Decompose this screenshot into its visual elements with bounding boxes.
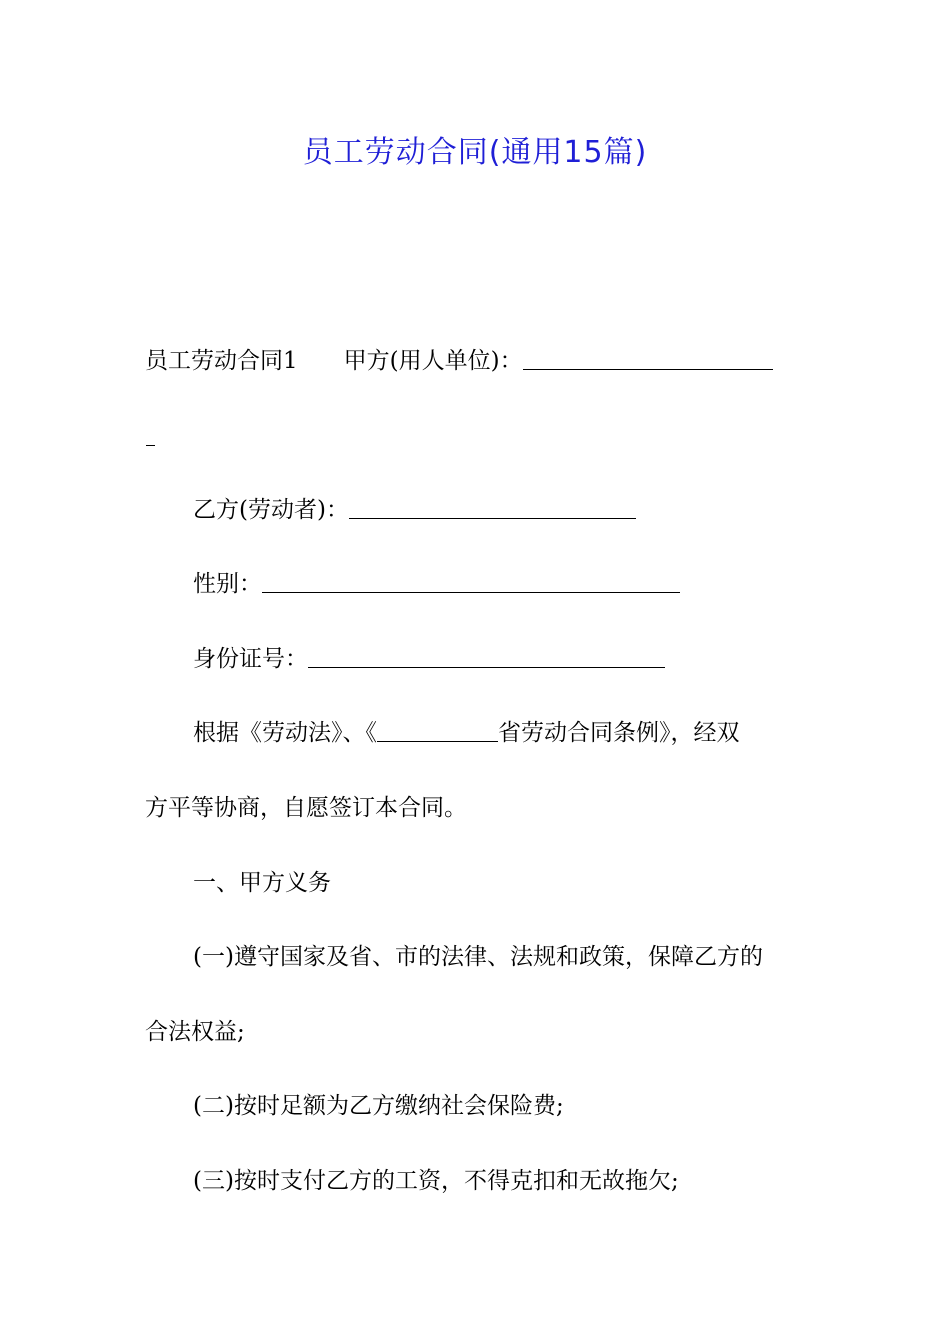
gender-blank [262, 568, 680, 593]
section-heading: 员工劳动合同1 [145, 348, 298, 374]
province-blank [377, 717, 498, 742]
basis-text-1: 根据《劳动法》、《 [193, 720, 377, 746]
gender-label: 性别： [193, 571, 262, 597]
id-number-blank [308, 643, 665, 668]
duty-item-1-line-1: (一)遵守国家及省、市的法律、法规和政策，保障乙方的 [193, 944, 763, 970]
page-title: 员工劳动合同(通用15篇) [302, 135, 648, 170]
basis-text-2: 省劳动合同条例》，经双 [498, 720, 740, 746]
duty-item-2: (二)按时足额为乙方缴纳社会保险费; [193, 1093, 564, 1119]
party-a-blank [523, 345, 773, 370]
id-number-label: 身份证号： [193, 646, 308, 672]
gender-line [193, 564, 858, 604]
duty-item-3: (三)按时支付乙方的工资，不得克扣和无故拖欠; [193, 1168, 679, 1194]
party-b-line [193, 490, 858, 530]
party-a-blank-continuation [146, 445, 155, 446]
basis-paragraph-line-1 [193, 713, 858, 753]
party-a-label: 甲方(用人单位)： [343, 348, 523, 374]
contract-heading-line [145, 341, 810, 381]
id-number-line [193, 639, 858, 679]
basis-paragraph-line-2: 方平等协商，自愿签订本合同。 [145, 795, 467, 821]
party-b-blank [349, 494, 636, 519]
duties-heading: 一、甲方义务 [193, 870, 331, 896]
duty-item-1-line-2: 合法权益; [145, 1019, 245, 1045]
party-b-label: 乙方(劳动者)： [193, 497, 349, 523]
